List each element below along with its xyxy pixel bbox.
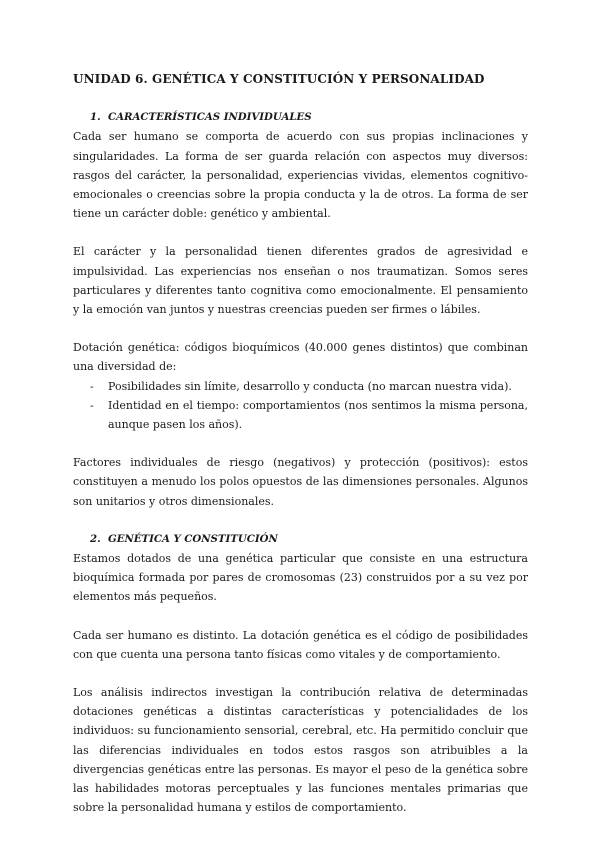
paragraph-1-4: Factores individuales de riesgo (negativos) y protección (positivos): estos constituyen a menudo los polos opuestos de las dimensiones personales. Algunos son unitarios y otros dimensionales. xyxy=(73,456,528,508)
document-page xyxy=(73,70,528,818)
section-title-2: GENÉTICA Y CONSTITUCIÓN xyxy=(108,532,278,545)
paragraph-1-3: Dotación genética: códigos bioquímicos (40.000 genes distintos) que combinan una diversidad de: xyxy=(73,341,528,374)
list-dash-marker: - xyxy=(90,379,94,393)
list-item-text: Posibilidades sin límite, desarrollo y conducta (no marcan nuestra vida). xyxy=(108,379,512,393)
document-title: UNIDAD 6. GENÉTICA Y CONSTITUCIÓN Y PERSONALIDAD xyxy=(73,72,485,86)
section-number-1: 1. xyxy=(90,111,101,124)
section-number-2: 2. xyxy=(90,532,101,545)
paragraph-2-3: Los análisis indirectos investigan la contribución relativa de determinadas dotaciones genéticas a distintas características y potencialidades de los individuos: su funcionamiento sensorial, cerebral, etc. Ha permitido concluir que las diferencias individuales en todos estos rasgos son atribuibles a la divergencias genéticas entre las personas. Es mayor el peso de la genética sobre las habilidades motoras perceptuales y las funciones mentales primarias que sobre la personalidad humana y estilos de comportamiento. xyxy=(73,686,528,815)
section-heading-1 xyxy=(73,108,528,127)
paragraph-1-1: Cada ser humano se comporta de acuerdo con sus propias inclinaciones y singularidades. La forma de ser guarda relación con aspectos muy diversos: rasgos del carácter, la personalidad, experiencias vividas, elementos cognitivo-emocionales o creencias sobre la propia conducta y la de otros. La forma de ser tiene un carácter doble: genético y ambiental. xyxy=(73,130,528,221)
paragraph-1-2: El carácter y la personalidad tienen diferentes grados de agresividad e impulsividad. Las experiencias nos enseñan o nos traumatizan. Somos seres particulares y diferentes tanto cognitiva como emocionalmente. El pensamiento y la emoción van juntos y nuestras creencias pueden ser firmes o lábiles. xyxy=(73,245,528,317)
dash-list xyxy=(73,377,528,435)
paragraph-2-1: Estamos dotados de una genética particular que consiste en una estructura bioquímica formada por pares de cromosomas (23) construidos por a su vez por elementos más pequeños. xyxy=(73,552,528,604)
list-item xyxy=(73,396,528,434)
list-item-text: Identidad en el tiempo: comportamientos (nos sentimos la misma persona, aunque pasen los años). xyxy=(108,398,528,432)
list-dash-marker: - xyxy=(90,398,94,412)
section-heading-2 xyxy=(73,530,528,549)
list-item xyxy=(73,377,528,396)
paragraph-2-2: Cada ser humano es distinto. La dotación genética es el código de posibilidades con que cuenta una persona tanto físicas como vitales y de comportamiento. xyxy=(73,628,528,661)
section-title-1: CARACTERÍSTICAS INDIVIDUALES xyxy=(108,111,312,124)
